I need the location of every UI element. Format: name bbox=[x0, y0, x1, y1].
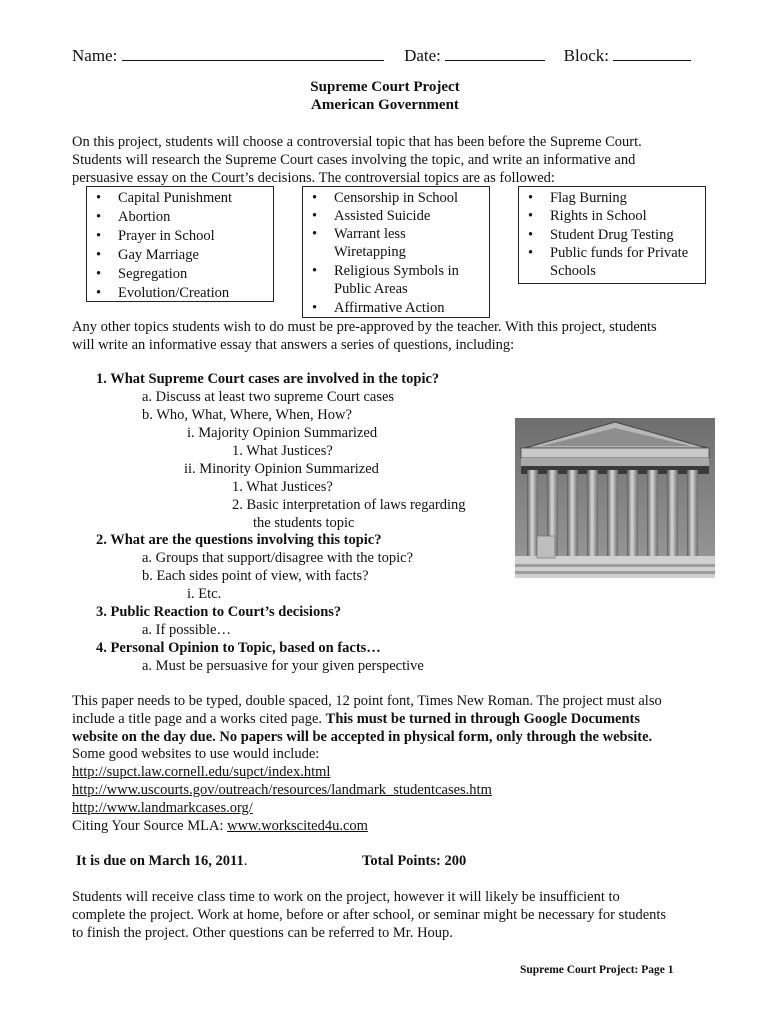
question-4a: a. Must be persuasive for your given perspective bbox=[142, 658, 424, 674]
block-field[interactable] bbox=[613, 46, 691, 61]
topic-item: • Rights in School bbox=[550, 207, 647, 225]
question-1b-ii-1: 1. What Justices? bbox=[232, 479, 333, 495]
question-1a: a. Discuss at least two supreme Court cases bbox=[142, 389, 395, 405]
closing-line-1: Students will receive class time to work on the project, however it will likely be insufficient to bbox=[72, 889, 620, 905]
topic-item: • Gay Marriage bbox=[118, 246, 199, 264]
other-line-1: Any other topics students wish to do must be pre-approved by the teacher. With this project, students bbox=[72, 319, 657, 335]
mla-line bbox=[72, 817, 368, 835]
due-date-text: It is due on March 16, 2011 bbox=[76, 853, 244, 869]
total-points: Total Points: 200 bbox=[362, 853, 467, 869]
website-link-landmarkcases[interactable]: http://www.landmarkcases.org/ bbox=[72, 800, 253, 816]
topic-item-cont: Schools bbox=[550, 263, 596, 279]
due-date-period: . bbox=[243, 853, 248, 869]
topic-item-cont: Wiretapping bbox=[334, 244, 406, 260]
question-1b-ii-2-cont: the students topic bbox=[253, 515, 355, 531]
question-1b-ii: ii. Minority Opinion Summarized bbox=[184, 461, 379, 477]
page-title: Supreme Court Project bbox=[310, 79, 460, 95]
question-2b-i: i. Etc. bbox=[187, 586, 222, 602]
intro-line-1: On this project, students will choose a controversial topic that has been before the Supreme Court. bbox=[72, 134, 642, 150]
question-2: 2. What are the questions involving this topic? bbox=[96, 532, 382, 548]
question-1b: b. Who, What, Where, When, How? bbox=[142, 407, 352, 423]
question-1b-ii-2: 2. Basic interpretation of laws regarding bbox=[232, 497, 466, 513]
website-link-uscourts[interactable]: http://www.uscourts.gov/outreach/resources/landmark_studentcases.htm bbox=[72, 782, 492, 798]
name-label: Name: bbox=[72, 46, 118, 65]
question-1b-i-1: 1. What Justices? bbox=[232, 443, 333, 459]
requirements-line-2a: include a title page and a works cited page. bbox=[72, 711, 326, 727]
topic-item-cont: Public Areas bbox=[334, 281, 408, 297]
requirements-line-1: This paper needs to be typed, double spaced, 12 point font, Times New Roman. The project must also bbox=[72, 693, 662, 709]
website-link-workscited[interactable]: www.workscited4u.com bbox=[227, 818, 368, 834]
topic-item: • Religious Symbols in bbox=[334, 262, 459, 280]
question-1: 1. What Supreme Court cases are involved in the topic? bbox=[96, 371, 440, 387]
date-label: Date: bbox=[404, 46, 441, 65]
date-field[interactable] bbox=[445, 46, 545, 61]
topic-item: • Prayer in School bbox=[118, 227, 215, 245]
topic-item: • Censorship in School bbox=[334, 189, 458, 207]
page-footer: Supreme Court Project: Page 1 bbox=[520, 964, 674, 976]
topic-item: • Segregation bbox=[118, 265, 187, 283]
topic-item: • Student Drug Testing bbox=[550, 226, 674, 244]
topic-item: • Capital Punishment bbox=[118, 189, 232, 207]
topic-item: • Flag Burning bbox=[550, 189, 627, 207]
question-2b: b. Each sides point of view, with facts? bbox=[142, 568, 369, 584]
question-2a: a. Groups that support/disagree with the topic? bbox=[142, 550, 414, 566]
intro-line-2: Students will research the Supreme Court cases involving the topic, and write an informative and bbox=[72, 152, 636, 168]
requirements-line-2b: This must be turned in through Google Documents bbox=[325, 711, 640, 727]
topic-item: • Warrant less bbox=[334, 225, 406, 243]
name-field[interactable] bbox=[122, 46, 384, 61]
website-link-cornell[interactable]: http://supct.law.cornell.edu/supct/index.html bbox=[72, 764, 331, 780]
mla-label: Citing Your Source MLA: bbox=[72, 818, 228, 834]
question-3a: a. If possible… bbox=[142, 622, 231, 638]
topic-item: • Evolution/Creation bbox=[118, 284, 229, 302]
topic-item: • Assisted Suicide bbox=[334, 207, 430, 225]
closing-line-2: complete the project. Work at home, before or after school, or seminar might be necessary for students bbox=[72, 907, 667, 923]
intro-line-3: persuasive essay on the Court’s decisions. The controversial topics are as followed: bbox=[72, 170, 555, 186]
question-1b-i: i. Majority Opinion Summarized bbox=[187, 425, 378, 441]
topic-item: • Affirmative Action bbox=[334, 299, 444, 317]
requirements-line-3: website on the day due. No papers will be accepted in physical form, only through the website. bbox=[72, 729, 653, 745]
question-3: 3. Public Reaction to Court’s decisions? bbox=[96, 604, 342, 620]
topic-item: • Public funds for Private bbox=[550, 244, 688, 262]
topic-item: • Abortion bbox=[118, 208, 170, 226]
requirements-line-2 bbox=[72, 710, 640, 728]
question-4: 4. Personal Opinion to Topic, based on facts… bbox=[96, 640, 381, 656]
supreme-court-building-photo bbox=[515, 418, 715, 578]
closing-line-3: to finish the project. Other questions can be referred to Mr. Houp. bbox=[72, 925, 453, 941]
requirements-line-4: Some good websites to use would include: bbox=[72, 746, 320, 762]
header-fields bbox=[72, 46, 691, 66]
other-line-2: will write an informative essay that answers a series of questions, including: bbox=[72, 337, 515, 353]
due-date bbox=[76, 852, 247, 870]
page-subtitle: American Government bbox=[311, 97, 459, 113]
block-label: Block: bbox=[563, 46, 609, 65]
